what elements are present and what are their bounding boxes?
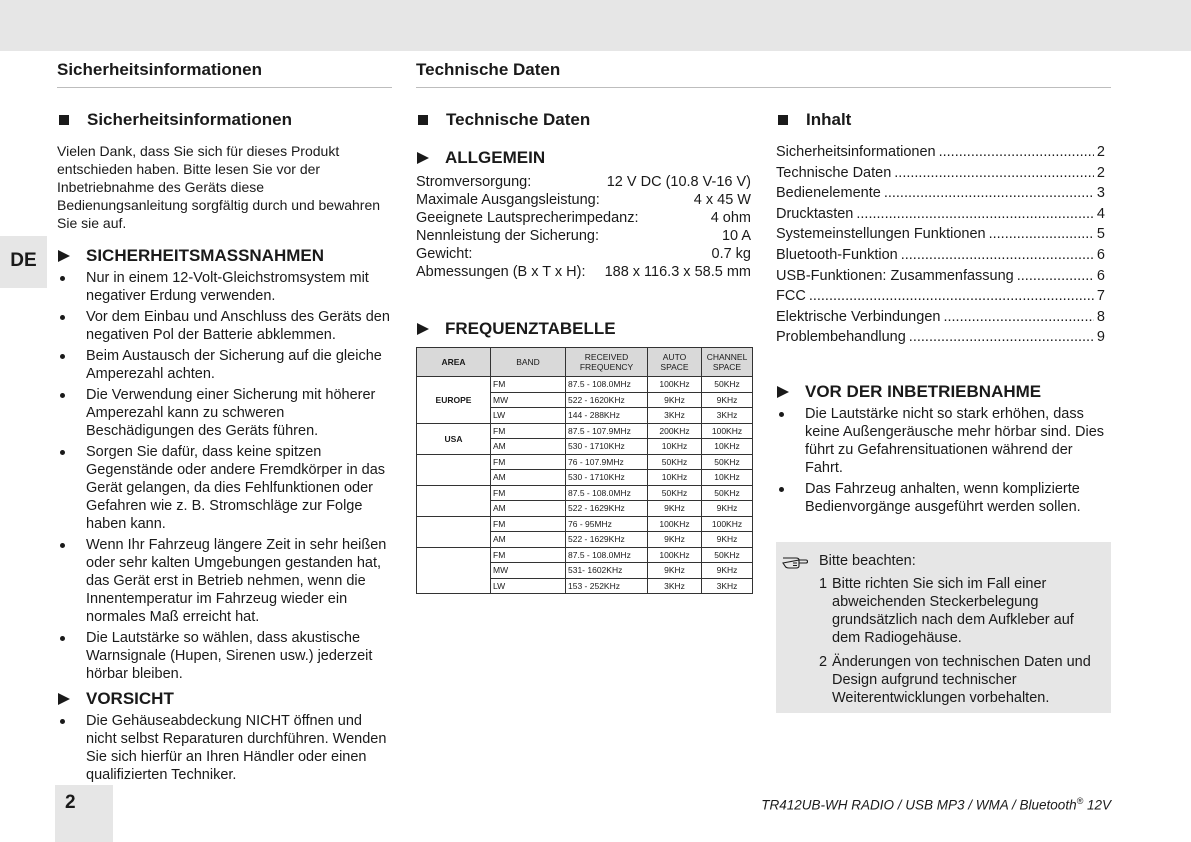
header-area: AREA	[417, 348, 491, 377]
auto-space-cell: 50KHz	[648, 454, 702, 470]
table-header-row	[417, 348, 753, 377]
area-cell: EUROPE	[417, 377, 491, 424]
channel-space-cell: 9KHz	[702, 501, 753, 517]
registered-mark: ®	[1076, 796, 1084, 806]
list-item: Die Lautstärke nicht so stark erhöhen, dass keine Außengeräusche mehr hörbar sind. Dies führt zu Gefahrensituationen während der Fahrt.	[776, 405, 1111, 477]
toc-entry[interactable]: Sicherheitsinformationen ..... 2	[776, 142, 1105, 163]
caution-list	[57, 712, 394, 784]
top-band	[0, 0, 1191, 51]
list-item: Nur in einem 12-Volt-Gleichstromsystem mit negativer Erdung verwenden.	[57, 269, 394, 305]
auto-space-cell: 9KHz	[648, 392, 702, 408]
bullet-icon	[60, 354, 65, 359]
band-cell: MW	[491, 563, 566, 579]
note-box	[776, 542, 1111, 713]
header-left-rule	[57, 87, 392, 88]
toc-entry[interactable]: Problembehandlung ..... 9	[776, 327, 1105, 348]
note-title: Bitte beachten:	[819, 553, 916, 569]
bullet-icon	[60, 719, 65, 724]
frequency-cell: 522 - 1629KHz	[566, 532, 648, 548]
list-item: Beim Austausch der Sicherung auf die gleiche Amperezahl achten.	[57, 347, 394, 383]
note-list	[819, 575, 1099, 713]
spec-row: Nennleistung der Sicherung: 10 A	[416, 228, 751, 244]
header-right-rule	[416, 87, 1111, 88]
bullet-icon	[60, 315, 65, 320]
auto-space-cell: 3KHz	[648, 578, 702, 594]
toc-entry[interactable]: Bedienelemente ..... 3	[776, 183, 1105, 204]
list-item: Das Fahrzeug anhalten, wenn komplizierte Bedienvorgänge ausgeführt werden sollen.	[776, 480, 1111, 516]
band-cell: FM	[491, 377, 566, 393]
auto-space-cell: 10KHz	[648, 439, 702, 455]
auto-space-cell: 9KHz	[648, 563, 702, 579]
general-title: ALLGEMEIN	[416, 146, 751, 170]
area-cell	[417, 547, 491, 594]
header-received-frequency: RECEIVED FREQUENCY	[566, 348, 648, 377]
language-tab: DE	[0, 236, 47, 288]
area-cell	[417, 516, 491, 547]
header-left-title: Sicherheitsinformationen	[57, 60, 262, 79]
toc-entry[interactable]: Bluetooth-Funktion ..... 6	[776, 245, 1105, 266]
frequency-cell: 522 - 1629KHz	[566, 501, 648, 517]
band-cell: AM	[491, 532, 566, 548]
caution-title: VORSICHT	[57, 687, 394, 711]
list-item: Sorgen Sie dafür, dass keine spitzen Gegenstände oder andere Fremdkörper in das Gerät gelangen, da dies Fehlfunktionen oder Gefahren wie z. B. Stromschläge zur Folge haben kann.	[57, 443, 394, 533]
table-row	[417, 547, 753, 563]
header-band: BAND	[491, 348, 566, 377]
band-cell: AM	[491, 501, 566, 517]
auto-space-cell: 9KHz	[648, 501, 702, 517]
spec-row: Stromversorgung: 12 V DC (10.8 V-16 V)	[416, 174, 751, 190]
list-item: Wenn Ihr Fahrzeug längere Zeit in sehr heißen oder sehr kalten Umgebungen gestanden hat, das Gerät erst in Betrieb nehmen, wenn die Innentemperatur im Fahrzeug wieder ein normales Maß erreicht hat.	[57, 536, 394, 626]
header-right-title: Technische Daten	[416, 60, 561, 79]
auto-space-cell: 10KHz	[648, 470, 702, 486]
table-row	[417, 377, 753, 393]
channel-space-cell: 50KHz	[702, 377, 753, 393]
band-cell: LW	[491, 578, 566, 594]
before-use-list	[776, 405, 1111, 516]
tech-column	[416, 108, 751, 341]
area-cell	[417, 454, 491, 485]
bullet-icon	[60, 393, 65, 398]
tech-section-title: Technische Daten	[416, 108, 751, 132]
bullet-icon	[779, 487, 784, 492]
safety-intro: Vielen Dank, dass Sie sich für dieses Produkt entschieden haben. Bitte lesen Sie vor der Inbetriebnahme des Geräts diese Bedienungsanleitung sorgfältig durch und bewahren Sie sie auf.	[57, 143, 381, 231]
channel-space-cell: 50KHz	[702, 485, 753, 501]
header-channel-space: CHANNEL SPACE	[702, 348, 753, 377]
bullet-icon	[60, 543, 65, 548]
frequency-table	[416, 347, 753, 594]
triangle-bullet-icon	[58, 250, 70, 262]
toc-entry[interactable]: Drucktasten ..... 4	[776, 204, 1105, 225]
band-cell: AM	[491, 470, 566, 486]
table-row	[417, 485, 753, 501]
frequency-cell: 87.5 - 108.0MHz	[566, 485, 648, 501]
list-item: Die Verwendung einer Sicherung mit höherer Amperezahl kann zu schweren Beschädigungen des Geräts führen.	[57, 386, 394, 440]
band-cell: FM	[491, 485, 566, 501]
square-bullet-icon	[418, 115, 428, 125]
measures-list	[57, 269, 394, 683]
area-cell	[417, 485, 491, 516]
spec-row: Gewicht: 0.7 kg	[416, 246, 751, 262]
frequency-cell: 76 - 95MHz	[566, 516, 648, 532]
note-item: 1 Bitte richten Sie sich im Fall einer abweichenden Steckerbelegung grundsätzlich nach dem Aufkleber auf dem Radiogehäuse.	[819, 576, 1074, 646]
channel-space-cell: 3KHz	[702, 578, 753, 594]
safety-column	[57, 108, 394, 787]
channel-space-cell: 9KHz	[702, 563, 753, 579]
before-use-title: VOR DER INBETRIEBNAHME	[776, 380, 1111, 404]
band-cell: LW	[491, 408, 566, 424]
list-item: Vor dem Einbau und Anschluss des Geräts den negativen Pol der Batterie abklemmen.	[57, 308, 394, 344]
triangle-bullet-icon	[58, 693, 70, 705]
channel-space-cell: 10KHz	[702, 439, 753, 455]
pointing-hand-icon	[782, 552, 808, 570]
spec-list	[416, 173, 751, 281]
spec-row: Abmessungen (B x T x H): 188 x 116.3 x 58.5 mm	[416, 264, 751, 280]
frequency-cell: 531- 1602KHz	[566, 563, 648, 579]
channel-space-cell: 50KHz	[702, 547, 753, 563]
frequency-cell: 153 - 252KHz	[566, 578, 648, 594]
frequency-cell: 522 - 1620KHz	[566, 392, 648, 408]
page-number-box	[55, 785, 113, 842]
band-cell: MW	[491, 392, 566, 408]
auto-space-cell: 100KHz	[648, 377, 702, 393]
band-cell: FM	[491, 516, 566, 532]
spec-row: Maximale Ausgangsleistung: 4 x 45 W	[416, 192, 751, 208]
frequency-cell: 87.5 - 107.9MHz	[566, 423, 648, 439]
channel-space-cell: 3KHz	[702, 408, 753, 424]
table-row	[417, 454, 753, 470]
channel-space-cell: 100KHz	[702, 516, 753, 532]
contents-section-title: Inhalt	[776, 108, 1111, 132]
channel-space-cell: 9KHz	[702, 532, 753, 548]
band-cell: FM	[491, 547, 566, 563]
triangle-bullet-icon	[417, 152, 429, 164]
frequency-cell: 530 - 1710KHz	[566, 439, 648, 455]
header-auto-space: AUTO SPACE	[648, 348, 702, 377]
list-item: Die Lautstärke so wählen, dass akustische Warnsignale (Hupen, Sirenen usw.) jederzeit hörbar bleiben.	[57, 629, 394, 683]
frequency-cell: 87.5 - 108.0MHz	[566, 377, 648, 393]
toc-entry[interactable]: Systemeinstellungen Funktionen ..... 5	[776, 224, 1105, 245]
channel-space-cell: 50KHz	[702, 454, 753, 470]
triangle-bullet-icon	[777, 386, 789, 398]
frequency-cell: 87.5 - 108.0MHz	[566, 547, 648, 563]
table-of-contents	[776, 142, 1105, 348]
auto-space-cell: 200KHz	[648, 423, 702, 439]
auto-space-cell: 9KHz	[648, 532, 702, 548]
square-bullet-icon	[778, 115, 788, 125]
table-row	[417, 423, 753, 439]
frequency-title: FREQUENZTABELLE	[416, 317, 751, 341]
list-item: Die Gehäuseabdeckung NICHT öffnen und nicht selbst Reparaturen durchführen. Wenden Sie sich hierfür an Ihren Händler oder einen qualifizierten Techniker.	[57, 712, 394, 784]
band-cell: AM	[491, 439, 566, 455]
page-number: 2	[65, 792, 76, 813]
note-item: 2 Änderungen von technischen Daten und Design aufgrund technischer Weiterentwicklungen vorbehalten.	[819, 654, 1091, 706]
auto-space-cell: 100KHz	[648, 547, 702, 563]
bullet-icon	[60, 450, 65, 455]
footer-model-text: TR412UB-WH RADIO / USB MP3 / WMA / Bluetooth® 12V	[761, 796, 1111, 813]
area-cell: USA	[417, 423, 491, 454]
measures-title: SICHERHEITSMASSNAHMEN	[57, 244, 394, 268]
safety-section-title: Sicherheitsinformationen	[57, 108, 394, 132]
contents-column	[776, 108, 1111, 519]
bullet-icon	[60, 276, 65, 281]
frequency-cell: 144 - 288KHz	[566, 408, 648, 424]
channel-space-cell: 100KHz	[702, 423, 753, 439]
band-cell: FM	[491, 423, 566, 439]
channel-space-cell: 9KHz	[702, 392, 753, 408]
bullet-icon	[60, 636, 65, 641]
band-cell: FM	[491, 454, 566, 470]
table-row	[417, 516, 753, 532]
toc-entry[interactable]: Technische Daten ..... 2	[776, 163, 1105, 184]
triangle-bullet-icon	[417, 323, 429, 335]
toc-entry[interactable]: USB-Funktionen: Zusammenfassung ..... 6	[776, 266, 1105, 287]
toc-entry[interactable]: Elektrische Verbindungen ..... 8	[776, 307, 1105, 328]
auto-space-cell: 100KHz	[648, 516, 702, 532]
auto-space-cell: 50KHz	[648, 485, 702, 501]
square-bullet-icon	[59, 115, 69, 125]
channel-space-cell: 10KHz	[702, 470, 753, 486]
spec-row: Geeignete Lautsprecherimpedanz: 4 ohm	[416, 210, 751, 226]
auto-space-cell: 3KHz	[648, 408, 702, 424]
frequency-cell: 530 - 1710KHz	[566, 470, 648, 486]
toc-entry[interactable]: FCC ..... 7	[776, 286, 1105, 307]
bullet-icon	[779, 412, 784, 417]
frequency-cell: 76 - 107.9MHz	[566, 454, 648, 470]
